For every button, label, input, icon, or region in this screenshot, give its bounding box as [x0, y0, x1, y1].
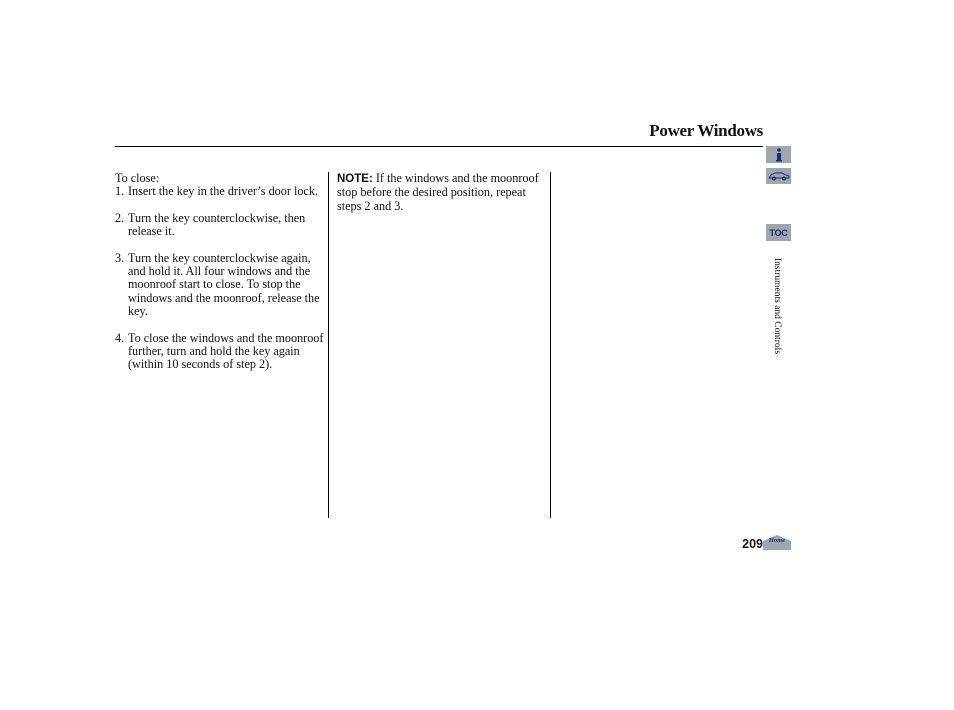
step-text: Turn the key counterclockwise, then release it.	[128, 210, 306, 239]
car-icon	[768, 171, 790, 181]
step-number: 3.	[115, 250, 125, 265]
column-1	[115, 172, 325, 385]
note-text: If the windows and the moonroof stop before the desired position, repeat steps 2 and 3.	[337, 171, 539, 213]
step-number: 1.	[115, 184, 125, 199]
step-number: 4.	[115, 330, 125, 345]
step-list	[115, 185, 325, 371]
list-item	[115, 332, 325, 372]
step-text: Turn the key counterclockwise again, and hold it. All four windows and the moonroof start to close. To stop the windows and the moonroof, release the key.	[128, 250, 320, 318]
info-icon	[774, 148, 784, 162]
step-text: Insert the key in the driver’s door lock.	[128, 184, 318, 199]
toc-button[interactable]: TOC	[766, 224, 791, 241]
note-label: NOTE:	[337, 173, 373, 185]
page-title: Power Windows	[649, 121, 763, 140]
step-text: To close the windows and the moonroof further, turn and hold the key again (within 10 seconds of step 2).	[128, 330, 324, 372]
section-label: Instruments and Controls	[772, 257, 782, 355]
list-item	[115, 185, 325, 198]
column-divider	[328, 172, 329, 518]
header-rule	[115, 146, 763, 147]
list-item	[115, 212, 325, 239]
home-label: Home	[768, 537, 786, 544]
page-number: 209	[742, 537, 763, 551]
list-item	[115, 252, 325, 318]
column-2	[337, 172, 542, 213]
column-divider	[550, 172, 551, 518]
step-number: 2.	[115, 210, 125, 225]
intro-text: To close:	[115, 171, 160, 185]
car-tab[interactable]	[766, 168, 791, 184]
home-button[interactable]	[763, 535, 791, 550]
info-tab[interactable]	[766, 146, 791, 163]
